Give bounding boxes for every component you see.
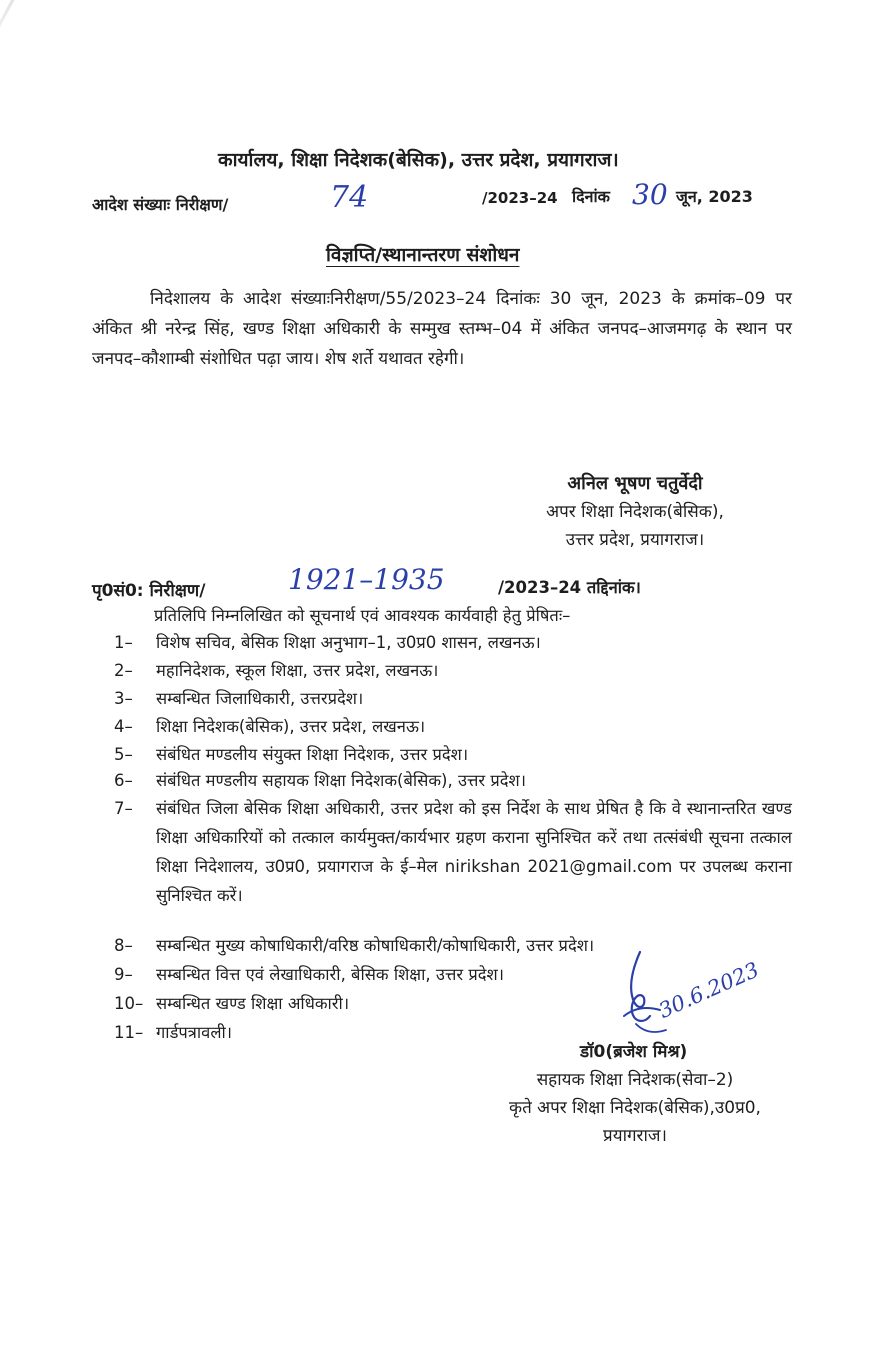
list-item-text: सम्बन्धित जिलाधिकारी, उत्तरप्रदेश। (156, 689, 364, 708)
list-item (114, 767, 526, 794)
list-item-text: शिक्षा निदेशक(बेसिक), उत्तर प्रदेश, लखनऊ। (156, 717, 426, 736)
list-item-number: 7– (114, 799, 133, 818)
list-item-text: सम्बन्धित खण्ड शिक्षा अधिकारी। (156, 994, 350, 1013)
list-item-text: गार्डपत्रावली। (156, 1023, 233, 1042)
list-item (114, 932, 594, 959)
body-paragraph: निदेशालय के आदेश संख्याःनिरीक्षण/55/2023–24 दिनांकः 30 जून, 2023 के क्रमांक–09 पर अंकित श्री नरेन्द्र सिंह, खण्ड शिक्षा अधिकारी के सम्मुख स्तम्भ–04 में अंकित जनपद–आजमगढ़ के स्थान पर जनपद–कौशाम्बी संशोधित पढ़ा जाय। शेष शर्ते यथावत रहेगी। (92, 289, 792, 369)
list-item-text: संबंधित मण्डलीय सहायक शिक्षा निदेशक(बेसिक), उत्तर प्रदेश। (156, 771, 527, 790)
signatory-block-2 (470, 1038, 800, 1150)
list-item-text: सम्बन्धित वित्त एवं लेखाधिकारी, बेसिक शिक्षा, उत्तर प्रदेश। (156, 965, 504, 984)
list-item (114, 990, 349, 1017)
list-item-number: 10– (114, 994, 144, 1013)
signatory-1-location: उत्तर प्रदेश, प्रयागराज। (565, 530, 705, 550)
list-item-text: विशेष सचिव, बेसिक शिक्षा अनुभाग–1, उ0प्र0 शासन, लखनऊ। (156, 633, 541, 652)
signatory-block-1 (500, 470, 770, 554)
list-item-number: 11– (114, 1023, 144, 1042)
list-item (114, 685, 363, 712)
list-item (114, 961, 504, 988)
list-item-number: 3– (114, 689, 133, 708)
list-item-number: 5– (114, 745, 133, 764)
endorsement-ref-label: पृ0सं0: निरीक्षण/ (92, 581, 206, 601)
date-label: दिनांक (572, 187, 610, 206)
office-heading: कार्यालय, शिक्षा निदेशक(बेसिक), उत्तर प्रदेश, प्रयागराज। (218, 149, 619, 171)
list-item-number: 8– (114, 936, 133, 955)
list-item (114, 657, 438, 684)
order-year: /2023–24 (482, 189, 558, 207)
signatory-2-location: प्रयागराज। (603, 1126, 667, 1146)
signatory-2-on-behalf: कृते अपर शिक्षा निदेशक(बेसिक),उ0प्र0, (509, 1098, 761, 1118)
signatory-2-designation: सहायक शिक्षा निदेशक(सेवा–2) (536, 1070, 734, 1090)
list-item-number: 6– (114, 771, 133, 790)
signatory-1-name: अनिल भूषण चतुर्वेदी (567, 473, 703, 494)
list-item (114, 713, 425, 740)
endorsement-ref-number-handwritten: 1921–1935 (288, 563, 445, 596)
endorsement-intro: प्रतिलिपि निम्नलिखित को सूचनार्थ एवं आवश्यक कार्यवाही हेतु प्रेषितः– (154, 606, 571, 625)
signatory-1-designation: अपर शिक्षा निदेशक(बेसिक), (546, 502, 724, 522)
list-item-number: 9– (114, 965, 133, 984)
list-item (114, 629, 541, 656)
signatory-2-name: डॉ0(ब्रजेश मिश्र) (580, 1042, 688, 1062)
scan-edge-line (0, 0, 52, 62)
date-month-year: जून, 2023 (676, 187, 753, 206)
list-item-text: महानिदेशक, स्कूल शिक्षा, उत्तर प्रदेश, लखनऊ। (156, 661, 439, 680)
signature-date-handwritten: 30.6.2023 (655, 957, 763, 1023)
list-item (114, 741, 468, 768)
list-item-number: 4– (114, 717, 133, 736)
subject-heading: विज्ञप्ति/स्थानान्तरण संशोधन (326, 244, 520, 266)
list-item-number: 1– (114, 633, 133, 652)
date-day-handwritten: 30 (632, 178, 668, 211)
endorsement-ref-suffix: /2023–24 तद्दिनांक। (498, 578, 641, 597)
list-item-number: 2– (114, 661, 133, 680)
list-item-text: संबंधित मण्डलीय संयुक्त शिक्षा निदेशक, उत्तर प्रदेश। (156, 745, 469, 764)
list-item-text: संबंधित जिला बेसिक शिक्षा अधिकारी, उत्तर प्रदेश को इस निर्देश के साथ प्रेषित है कि वे स्थानान्तरित खण्ड शिक्षा अधिकारियों को तत्काल कार्यमुक्त/कार्यभार ग्रहण कराना सुनिश्चित करें तथा तत्संबंधी सूचना तत्काल शिक्षा निदेशालय, उ0प्र0, प्रयागराज के ई–मेल nirikshan 2021@gmail.com पर उपलब्ध कराना सुनिश्चित करें। (156, 799, 792, 905)
order-number-handwritten: 74 (330, 180, 369, 215)
list-item-text: सम्बन्धित मुख्य कोषाधिकारी/वरिष्ठ कोषाधिकारी/कोषाधिकारी, उत्तर प्रदेश। (156, 936, 595, 955)
list-item (114, 1019, 232, 1046)
order-label: आदेश संख्याः निरीक्षण/ (92, 195, 229, 214)
